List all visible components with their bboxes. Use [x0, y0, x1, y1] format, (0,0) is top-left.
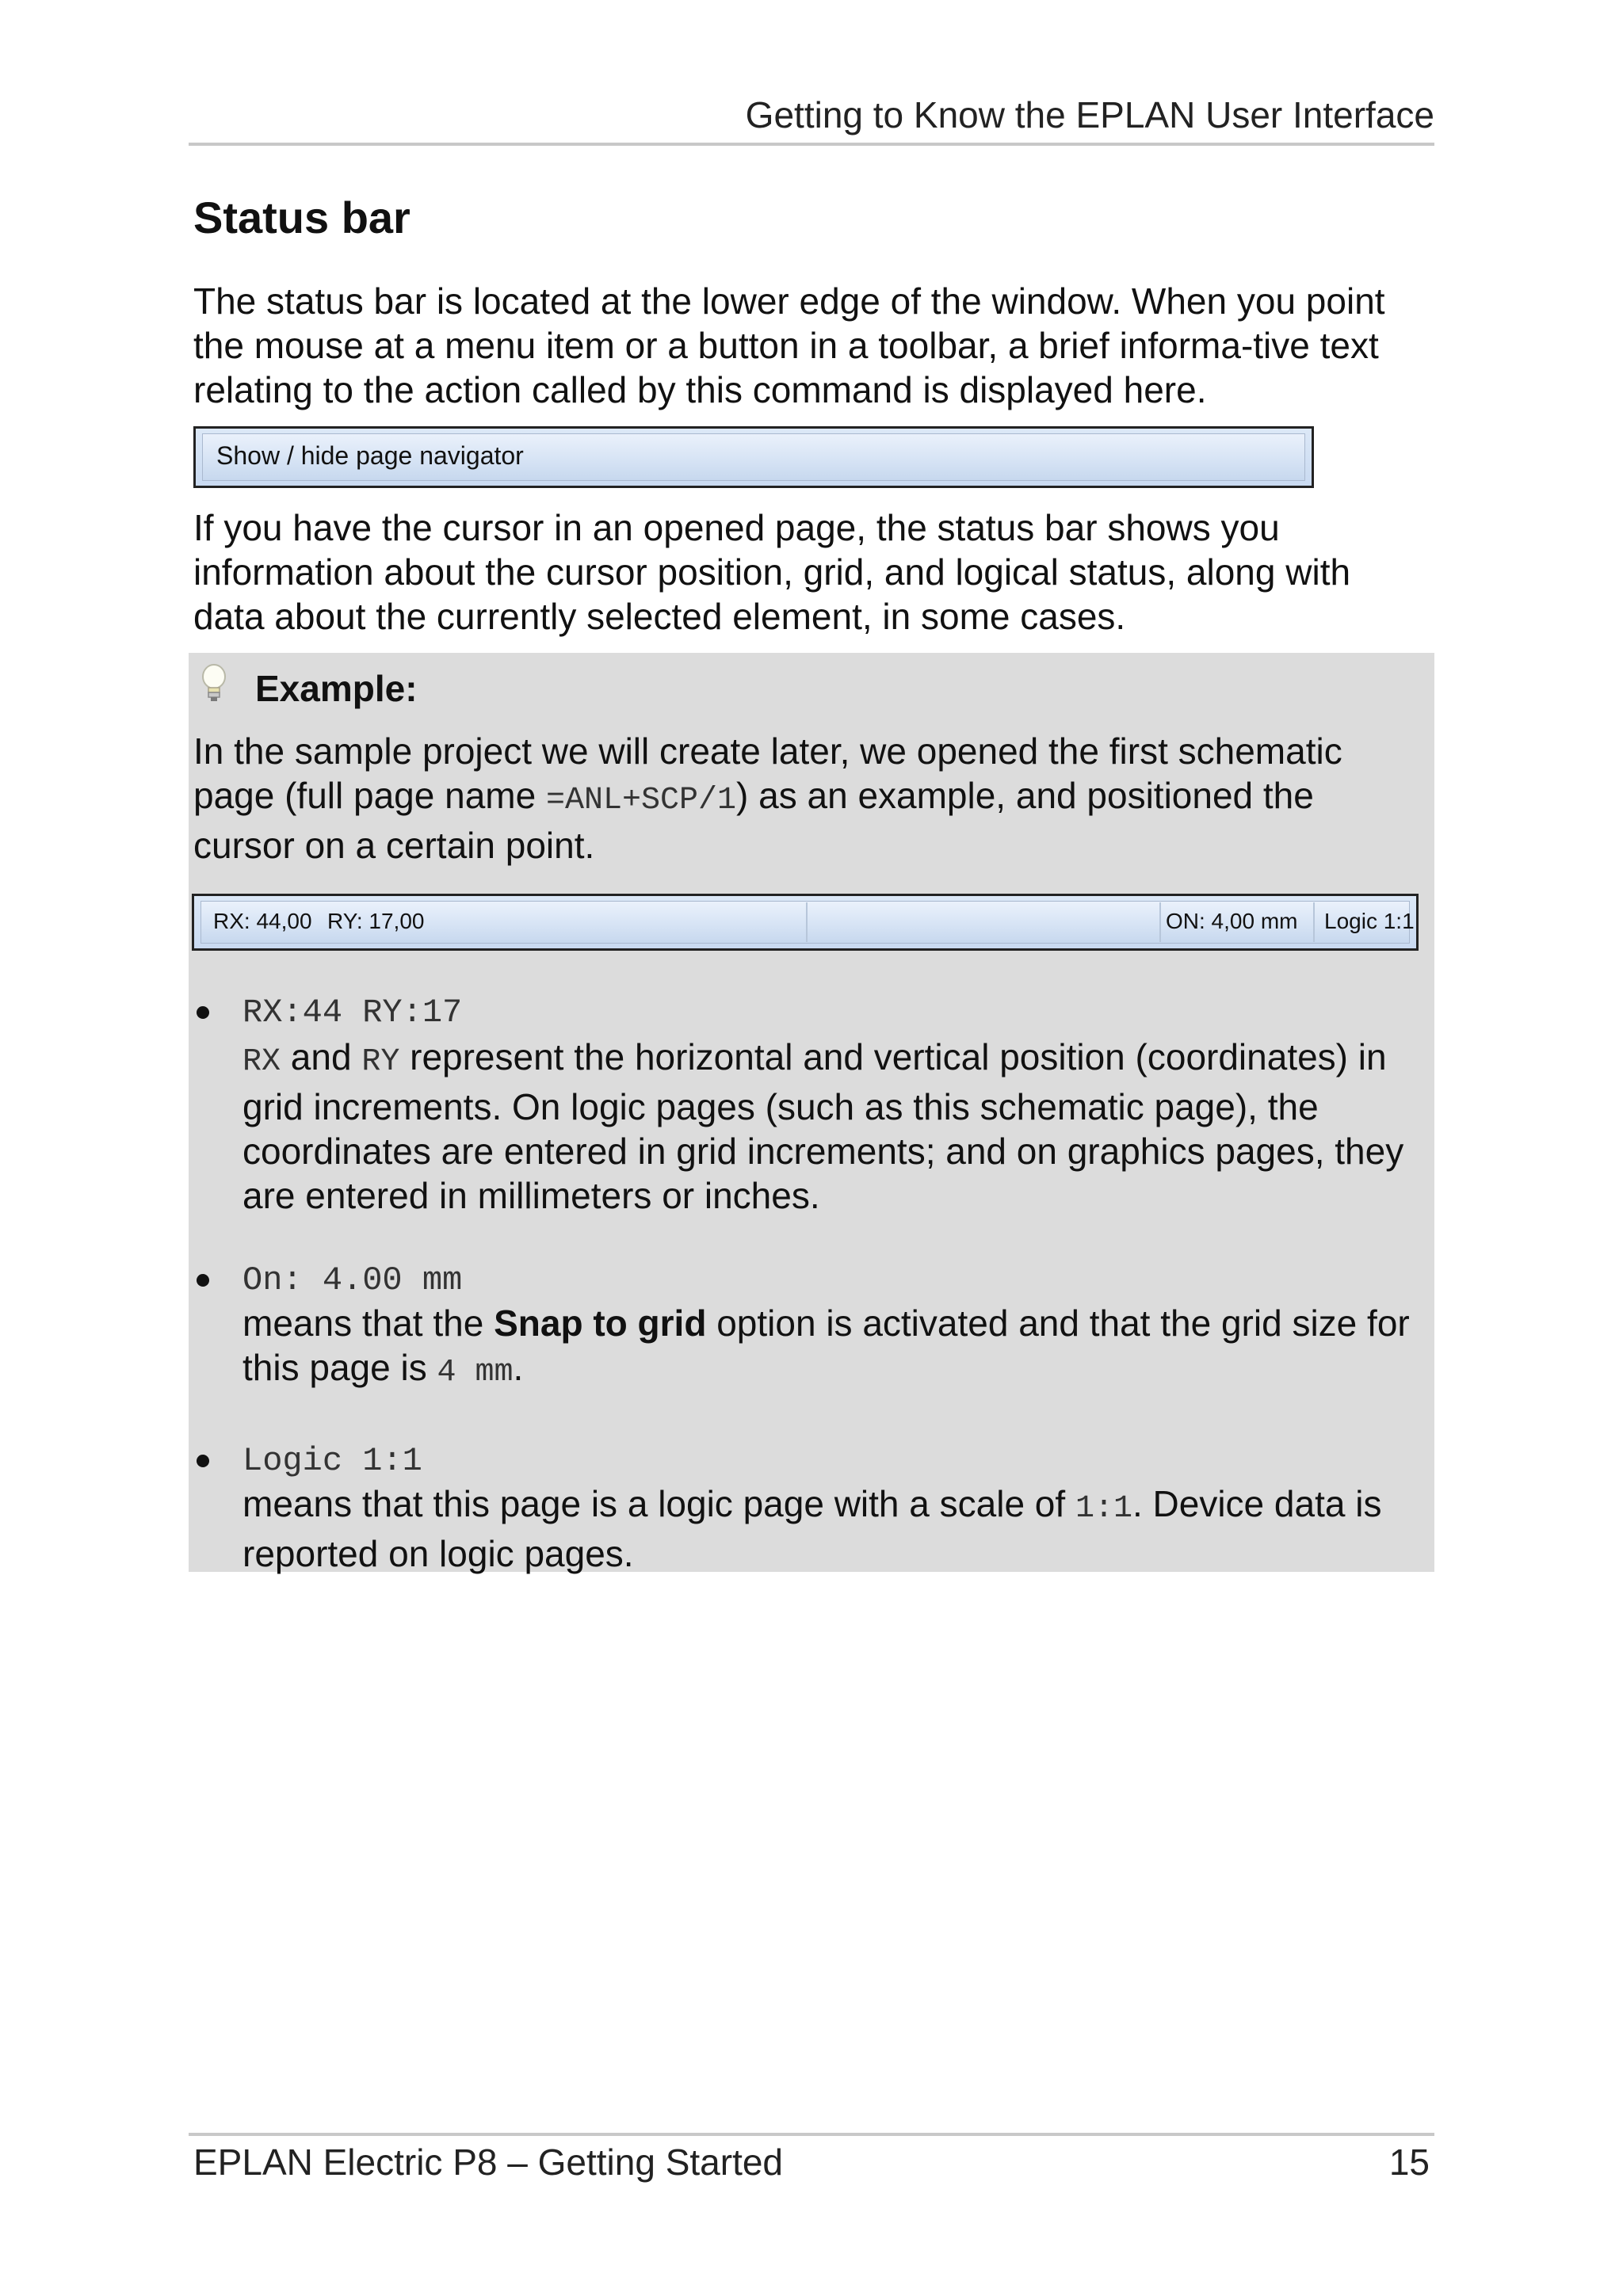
bullet-2-after: . — [513, 1347, 524, 1388]
statusbar-message: Show / hide page navigator — [216, 441, 524, 470]
bullet-dot — [197, 1455, 209, 1467]
cursor-info-paragraph: If you have the cursor in an opened page, the status bar shows you information about the cursor position, grid, and logical status, along with data about the currently selected element, in some cases. — [193, 507, 1351, 637]
example-text-after: ) as an example, and positioned the cursor on a certain point. — [193, 775, 1314, 866]
bullet-dot — [197, 1006, 209, 1019]
rx-code: RX — [242, 1044, 281, 1080]
statusbar-screenshot-cursor — [192, 894, 1419, 951]
grid-size-value: 4 mm — [437, 1355, 514, 1390]
and-text: and — [281, 1036, 362, 1077]
bullet-1-code: RX:44 RY:17 — [242, 994, 463, 1032]
example-text-before: In the sample project we will create later, we opened the first schematic page (full page name — [193, 730, 1342, 816]
footer-rule — [189, 2133, 1434, 2136]
footer-title: EPLAN Electric P8 – Getting Started — [193, 2142, 784, 2183]
bullet-2-middle: option is activated and that the grid size for this page is — [242, 1302, 1410, 1388]
bullet-dot — [197, 1274, 209, 1287]
ry-code: RY — [361, 1044, 400, 1080]
running-header: Getting to Know the EPLAN User Interface — [745, 94, 1434, 135]
bullet-3-text — [242, 1482, 1423, 1576]
bullet-2-code: On: 4.00 mm — [242, 1261, 463, 1299]
snap-to-grid-option: Snap to grid — [494, 1302, 707, 1344]
example-page-name: =ANL+SCP/1 — [545, 783, 737, 818]
statusbar-divider — [806, 902, 808, 942]
intro-paragraph: The status bar is located at the lower edge of the window. When you point the mouse at a menu item or a button in a toolbar, a brief informa-tive text relating to the action called by this command is displayed here. — [193, 280, 1385, 410]
statusbar-screenshot-navigator — [193, 426, 1314, 488]
statusbar-rx: RX: 44,00 — [213, 909, 312, 933]
lightbulb-icon — [198, 662, 230, 705]
bullet-3-after: . Device data is reported on logic pages. — [242, 1483, 1382, 1574]
bullet-2-before: means that the — [242, 1302, 495, 1344]
statusbar-divider — [1313, 902, 1315, 942]
statusbar-grid: ON: 4,00 mm — [1166, 909, 1298, 933]
bullet-2-text — [242, 1301, 1423, 1395]
example-heading: Example: — [255, 668, 418, 709]
header-rule — [189, 143, 1434, 146]
statusbar-divider — [1159, 902, 1161, 942]
section-title: Status bar — [193, 193, 411, 242]
scale-value: 1:1 — [1075, 1491, 1132, 1527]
example-paragraph — [193, 729, 1414, 868]
bullet-3-before: means that this page is a logic page with a scale of — [242, 1483, 1075, 1524]
bullet-3-code: Logic 1:1 — [242, 1442, 422, 1480]
page-number: 15 — [1388, 2142, 1430, 2183]
statusbar-ry: RY: 17,00 — [327, 909, 425, 933]
statusbar-logic: Logic 1:1 — [1324, 909, 1415, 933]
bullet-1-text — [242, 1035, 1423, 1218]
bullet-1-description: represent the horizontal and vertical position (coordinates) in grid increments. On logic pages (such as this schematic page), the coordinates are entered in grid increments; and on graphics pages, they are entered in millimeters or inches. — [242, 1036, 1404, 1216]
